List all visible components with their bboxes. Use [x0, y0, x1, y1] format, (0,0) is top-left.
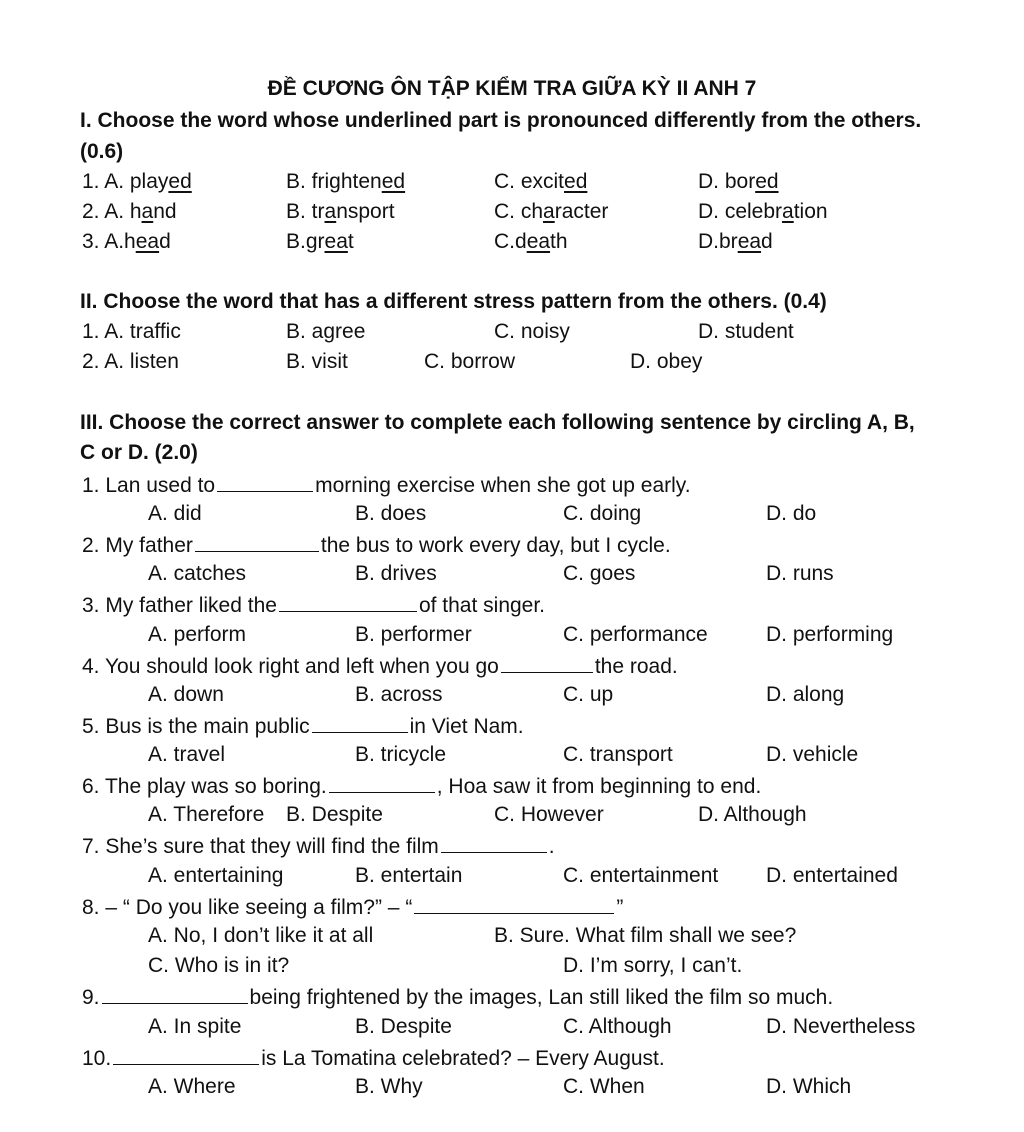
s3-q8-option-a: A. No, I don’t like it at all [148, 924, 374, 947]
s2-q2-option-d: D. obey [630, 350, 703, 373]
s3-q6-option-c: C. However [494, 803, 604, 826]
s3-q4-stem: 4. You should look right and left when you go the road. [82, 655, 678, 678]
s3-q9-option-d: D. Nevertheless [766, 1015, 916, 1038]
page-title: ĐỀ CƯƠNG ÔN TẬP KIỂM TRA GIỮA KỲ II ANH 7 [267, 77, 757, 100]
s3-q1-option-c: C. doing [563, 502, 642, 525]
s2-q1-option-d: D. student [698, 320, 794, 343]
s3-q7-option-d: D. entertained [766, 864, 898, 887]
s3-q5-option-d: D. vehicle [766, 743, 859, 766]
s3-q2-option-c: C. goes [563, 562, 636, 585]
s1-q2-option-a: 2. A. hand [82, 200, 177, 223]
s2-q1-option-a: 1. A. traffic [82, 320, 181, 343]
s3-q9-option-b: B. Despite [355, 1015, 452, 1038]
s3-q8-option-d: D. I’m sorry, I can’t. [563, 954, 743, 977]
section-3-points: C or D. (2.0) [80, 441, 198, 464]
s3-q6-option-a: A. Therefore [148, 803, 265, 826]
s2-q2-option-c: C. borrow [424, 350, 516, 373]
s1-q2-option-b: B. transport [286, 200, 395, 223]
s3-q6-stem: 6. The play was so boring. , Hoa saw it from beginning to end. [82, 775, 762, 798]
s3-q4-option-d: D. along [766, 683, 845, 706]
s3-q2-option-b: B. drives [355, 562, 437, 585]
s1-q2-option-c: C. character [494, 200, 609, 223]
s3-q7-stem: 7. She’s sure that they will find the film . [82, 835, 555, 858]
s3-q9-stem: 9. being frightened by the images, Lan still liked the film so much. [82, 986, 834, 1009]
s3-q2-stem: 2. My father the bus to work every day, but I cycle. [82, 534, 671, 557]
s3-q3-option-d: D. performing [766, 623, 894, 646]
s1-q3-option-b: B.great [286, 230, 354, 253]
s3-q7-option-a: A. entertaining [148, 864, 284, 887]
s1-q1-option-d: D. bored [698, 170, 779, 193]
s3-q2-option-d: D. runs [766, 562, 834, 585]
section-1-heading: I. Choose the word whose underlined part is pronounced differently from the others. [80, 109, 922, 132]
s3-q5-option-a: A. travel [148, 743, 226, 766]
section-1-points: (0.6) [80, 140, 124, 163]
s3-q5-option-c: C. transport [563, 743, 673, 766]
s3-q3-option-b: B. performer [355, 623, 472, 646]
s3-q6-option-b: B. Despite [286, 803, 383, 826]
s3-q9-option-a: A. In spite [148, 1015, 242, 1038]
s3-q1-option-d: D. do [766, 502, 817, 525]
s3-q9-option-c: C. Although [563, 1015, 672, 1038]
s3-q4-option-c: C. up [563, 683, 614, 706]
s3-q2-option-a: A. catches [148, 562, 247, 585]
s3-q1-stem: 1. Lan used to morning exercise when she got up early. [82, 474, 691, 497]
s3-q6-option-d: D. Although [698, 803, 807, 826]
answer-blank [217, 473, 313, 492]
s3-q1-option-a: A. did [148, 502, 202, 525]
answer-blank [312, 714, 408, 733]
s3-q8-option-b: B. Sure. What film shall we see? [494, 924, 797, 947]
s3-q3-option-c: C. performance [563, 623, 708, 646]
s1-q3-option-a: 3. A.head [82, 230, 171, 253]
s3-q8-stem: 8. – “ Do you like seeing a film?” – “ ” [82, 896, 624, 919]
s3-q7-option-c: C. entertainment [563, 864, 719, 887]
s1-q2-option-d: D. celebration [698, 200, 828, 223]
answer-blank [329, 774, 435, 793]
s3-q8-option-c: C. Who is in it? [148, 954, 290, 977]
s3-q1-option-b: B. does [355, 502, 427, 525]
answer-blank [279, 593, 417, 612]
s3-q3-stem: 3. My father liked the of that singer. [82, 594, 546, 617]
s2-q2-option-a: 2. A. listen [82, 350, 179, 373]
s2-q1-option-b: B. agree [286, 320, 366, 343]
s1-q1-option-a: 1. A. played [82, 170, 192, 193]
s3-q7-option-b: B. entertain [355, 864, 463, 887]
answer-blank [113, 1046, 259, 1065]
s3-q5-stem: 5. Bus is the main public in Viet Nam. [82, 715, 524, 738]
s3-q10-option-b: B. Why [355, 1075, 423, 1098]
answer-blank [414, 895, 614, 914]
s3-q3-option-a: A. perform [148, 623, 247, 646]
answer-blank [441, 834, 547, 853]
s3-q4-option-a: A. down [148, 683, 224, 706]
s3-q10-option-c: C. When [563, 1075, 645, 1098]
s1-q1-option-b: B. frightened [286, 170, 406, 193]
s3-q10-option-a: A. Where [148, 1075, 236, 1098]
answer-blank [501, 654, 593, 673]
s3-q10-option-d: D. Which [766, 1075, 852, 1098]
s3-q5-option-b: B. tricycle [355, 743, 447, 766]
section-3-heading: III. Choose the correct answer to complete each following sentence by circling A, B, [80, 411, 915, 434]
s1-q3-option-c: C.death [494, 230, 568, 253]
s2-q1-option-c: C. noisy [494, 320, 570, 343]
section-2-heading: II. Choose the word that has a different stress pattern from the others. (0.4) [80, 290, 827, 313]
answer-blank [102, 985, 248, 1004]
s3-q4-option-b: B. across [355, 683, 443, 706]
s3-q10-stem: 10. is La Tomatina celebrated? – Every August. [82, 1047, 665, 1070]
s1-q3-option-d: D.bread [698, 230, 773, 253]
s1-q1-option-c: C. excited [494, 170, 588, 193]
s2-q2-option-b: B. visit [286, 350, 348, 373]
answer-blank [195, 533, 319, 552]
